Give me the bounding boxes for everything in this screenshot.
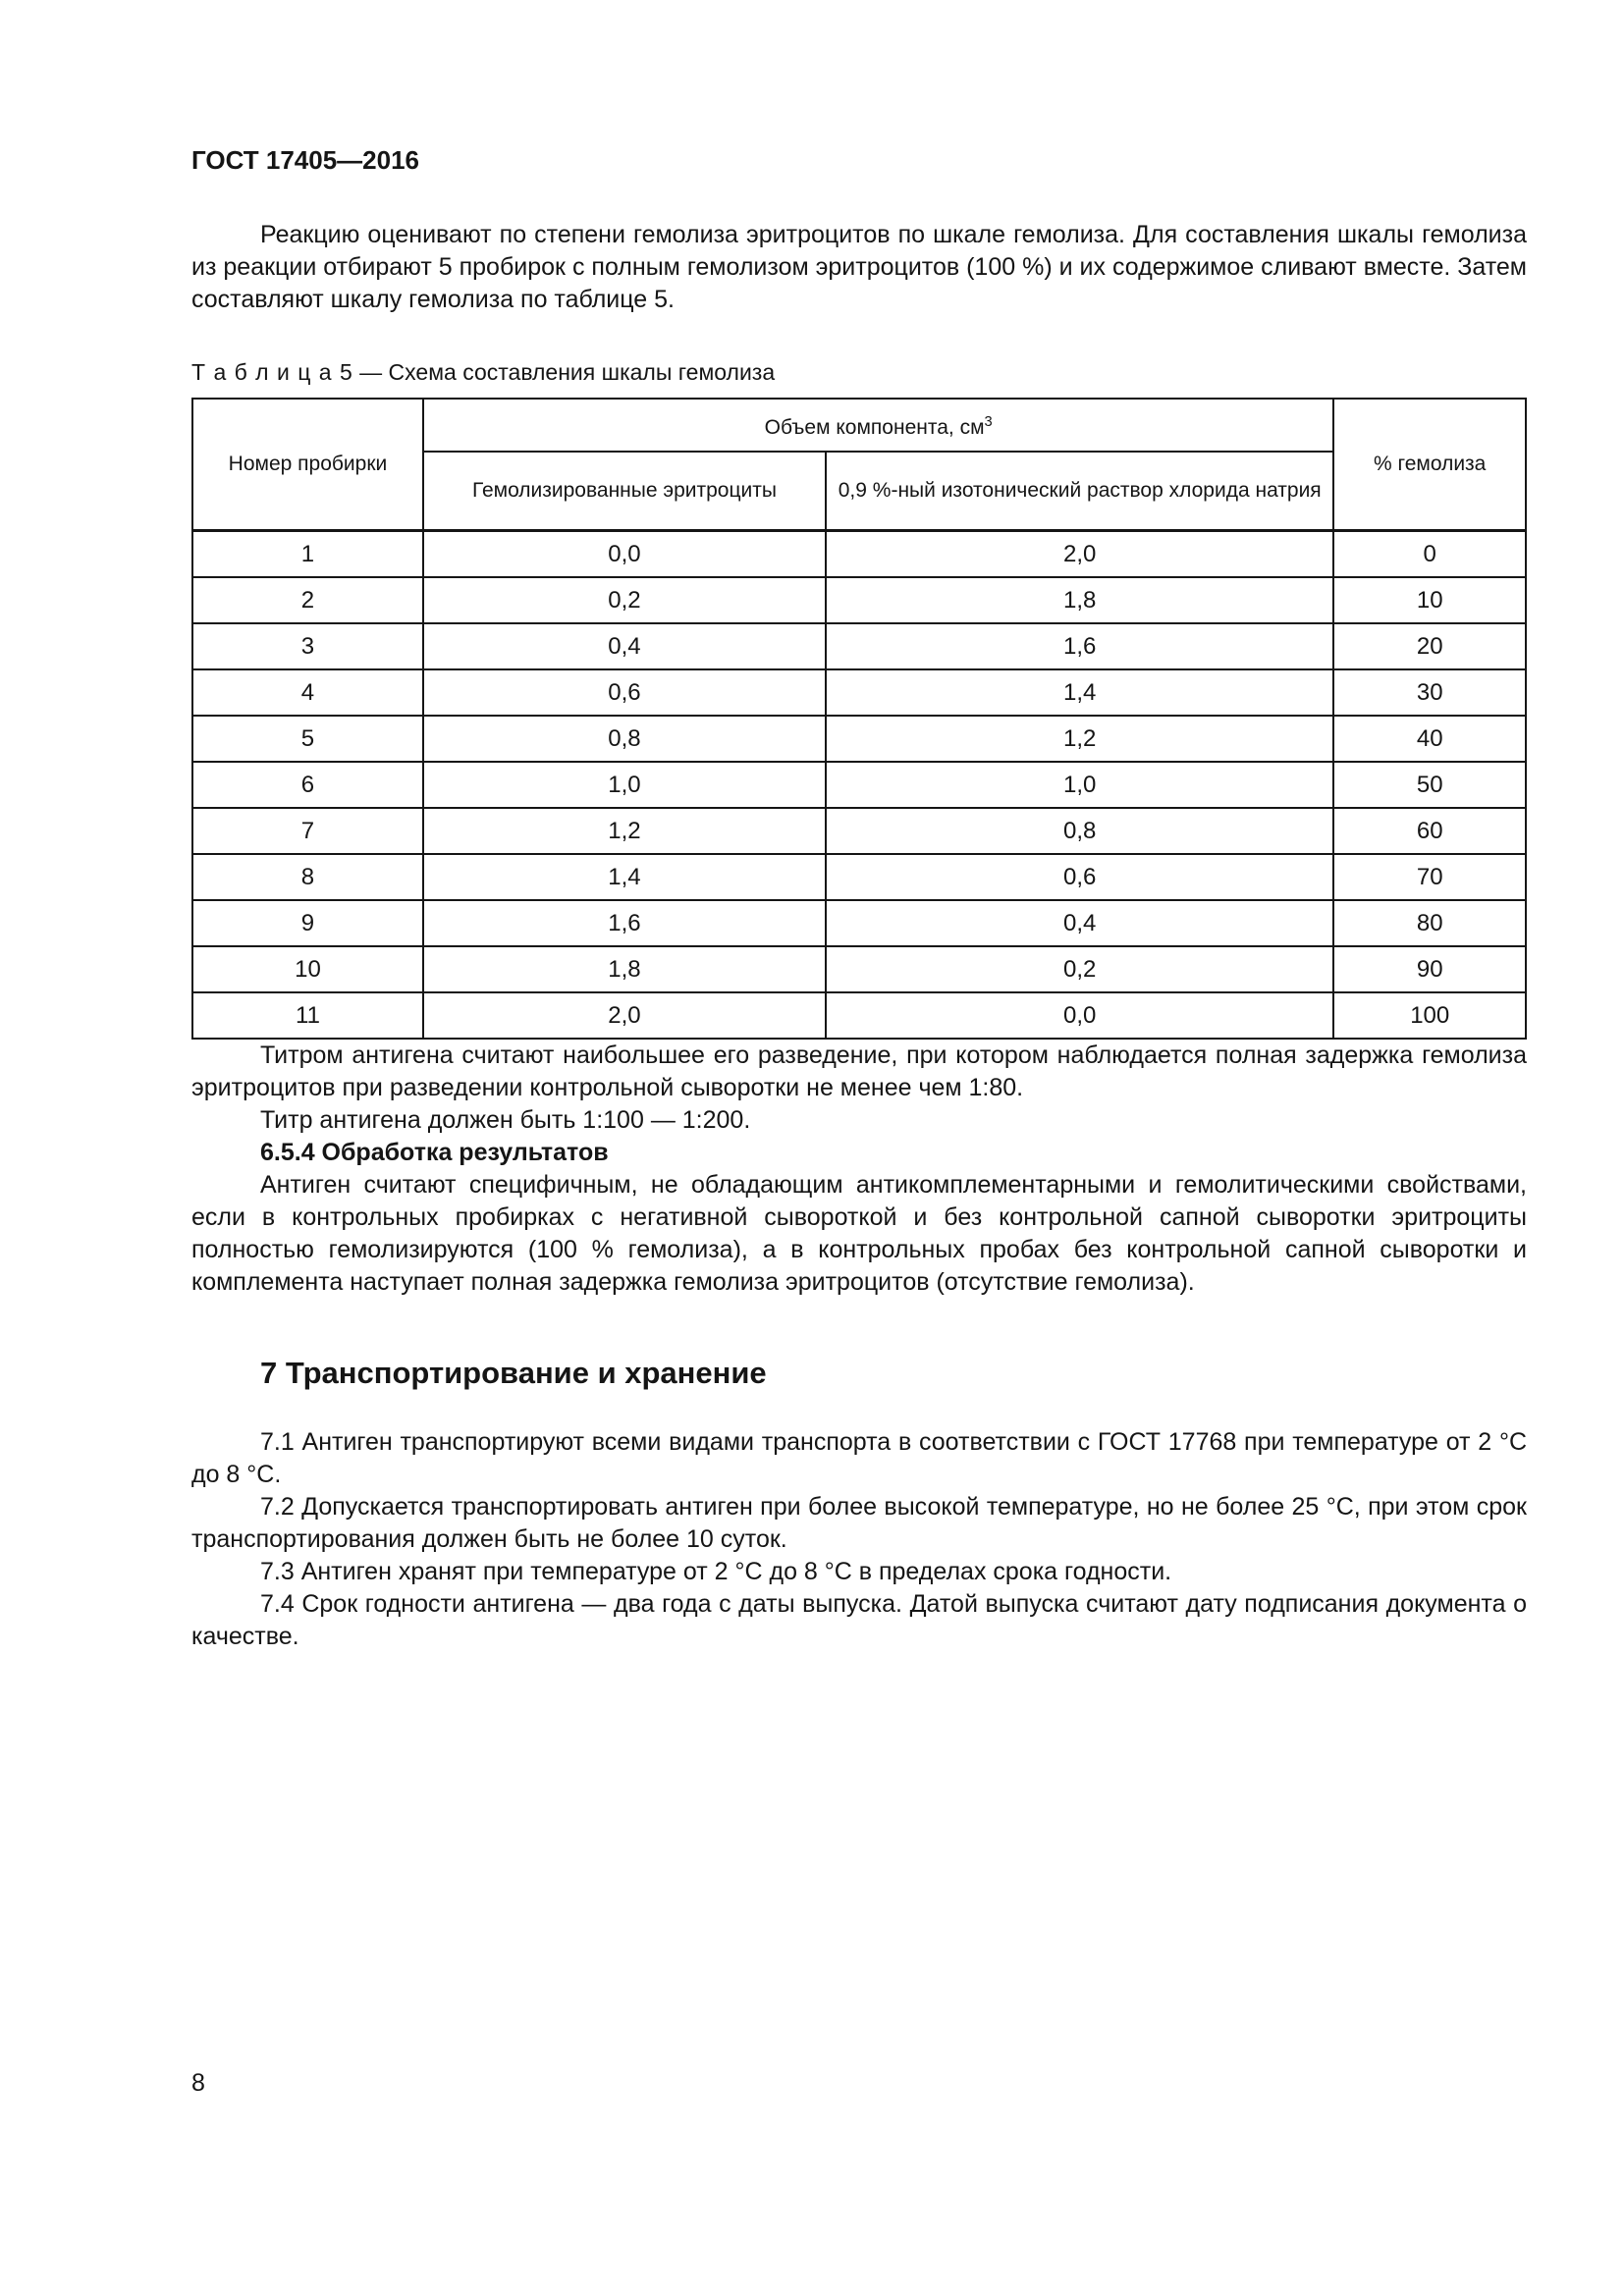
cell-tube-number: 3 xyxy=(192,623,423,669)
paragraph-7-2: 7.2 Допускается транспортировать антиген при более высокой температуре, но не более 25 °С, при этом срок транспортирования должен быть не более 10 суток. xyxy=(191,1493,1527,1553)
table-caption-text: — Схема составления шкалы гемолиза xyxy=(352,359,776,385)
cell-erythrocytes: 1,4 xyxy=(423,854,826,900)
cell-erythrocytes: 1,2 xyxy=(423,808,826,854)
cell-tube-number: 5 xyxy=(192,716,423,762)
paragraph-7-1: 7.1 Антиген транспортируют всеми видами транспорта в соответствии с ГОСТ 17768 при температуре от 2 °С до 8 °С. xyxy=(191,1428,1527,1488)
header-solution: 0,9 %-ный изотонический раствор хлорида натрия xyxy=(826,452,1333,531)
page-content xyxy=(191,145,1527,1653)
paragraph-7-4: 7.4 Срок годности антигена — два года с даты выпуска. Датой выпуска считают дату подписания документа о качестве. xyxy=(191,1590,1527,1650)
cell-hemolysis-pct: 10 xyxy=(1333,577,1526,623)
paragraph-7-3: 7.3 Антиген хранят при температуре от 2 °С до 8 °С в пределах срока годности. xyxy=(260,1558,1172,1585)
cell-hemolysis-pct: 90 xyxy=(1333,946,1526,992)
cell-erythrocytes: 2,0 xyxy=(423,992,826,1039)
cell-hemolysis-pct: 0 xyxy=(1333,531,1526,578)
table-row xyxy=(192,808,1526,854)
cell-solution: 0,8 xyxy=(826,808,1333,854)
table-row xyxy=(192,669,1526,716)
cell-erythrocytes: 0,0 xyxy=(423,531,826,578)
cell-erythrocytes: 1,6 xyxy=(423,900,826,946)
cell-tube-number: 6 xyxy=(192,762,423,808)
cell-hemolysis-pct: 60 xyxy=(1333,808,1526,854)
cell-tube-number: 8 xyxy=(192,854,423,900)
header-hemolysis-pct: % гемолиза xyxy=(1333,399,1526,531)
table-header xyxy=(192,399,1526,531)
header-erythrocytes: Гемолизированные эритроциты xyxy=(423,452,826,531)
cell-solution: 0,0 xyxy=(826,992,1333,1039)
paragraph-654-body: Антиген считают специфичным, не обладающим антикомплементарными и гемолитическими свойствами, если в контрольных пробирках с негативной сывороткой и без контрольной сапной сыворотки эритроциты полностью гемолизируются (100 % гемолиза), а в контрольных пробах без контрольной сапной сыворотки и комплемента наступает полная задержка гемолиза эритроцитов (отсутствие гемолиза). xyxy=(191,1171,1527,1296)
cell-hemolysis-pct: 100 xyxy=(1333,992,1526,1039)
table-row xyxy=(192,716,1526,762)
cell-solution: 1,0 xyxy=(826,762,1333,808)
section-7-heading: 7 Транспортирование и хранение xyxy=(260,1356,767,1390)
hemolysis-scale-table xyxy=(191,398,1527,1040)
cell-erythrocytes: 0,4 xyxy=(423,623,826,669)
cell-solution: 1,6 xyxy=(826,623,1333,669)
cell-hemolysis-pct: 80 xyxy=(1333,900,1526,946)
cell-tube-number: 1 xyxy=(192,531,423,578)
cell-hemolysis-pct: 20 xyxy=(1333,623,1526,669)
standard-code-header: ГОСТ 17405—2016 xyxy=(191,145,419,175)
cell-solution: 0,6 xyxy=(826,854,1333,900)
cell-tube-number: 7 xyxy=(192,808,423,854)
cell-solution: 2,0 xyxy=(826,531,1333,578)
paragraph-titre-definition: Титром антигена считают наибольшее его разведение, при котором наблюдается полная задержка гемолиза эритроцитов при разведении контрольной сыворотки не менее чем 1:80. xyxy=(191,1041,1527,1101)
cell-tube-number: 9 xyxy=(192,900,423,946)
table-row xyxy=(192,531,1526,578)
subsection-654-heading: 6.5.4 Обработка результатов xyxy=(260,1139,609,1166)
cell-erythrocytes: 0,6 xyxy=(423,669,826,716)
cell-erythrocytes: 1,0 xyxy=(423,762,826,808)
header-tube-number: Номер пробирки xyxy=(192,399,423,531)
header-volume-label: Объем компонента, см xyxy=(764,416,985,439)
cell-solution: 0,4 xyxy=(826,900,1333,946)
table-row xyxy=(192,854,1526,900)
table-header-row-group xyxy=(192,399,1526,452)
table-row xyxy=(192,900,1526,946)
cell-tube-number: 11 xyxy=(192,992,423,1039)
cell-solution: 1,8 xyxy=(826,577,1333,623)
cell-solution: 0,2 xyxy=(826,946,1333,992)
table-caption xyxy=(191,359,1527,386)
cell-erythrocytes: 1,8 xyxy=(423,946,826,992)
cell-erythrocytes: 0,8 xyxy=(423,716,826,762)
table-row xyxy=(192,992,1526,1039)
table-row xyxy=(192,577,1526,623)
table-row xyxy=(192,623,1526,669)
cell-tube-number: 4 xyxy=(192,669,423,716)
intro-paragraph: Реакцию оценивают по степени гемолиза эритроцитов по шкале гемолиза. Для составления шкалы гемолиза из реакции отбирают 5 пробирок с полным гемолизом эритроцитов (100 %) и их содержимое сливают вместе. Затем составляют шкалу гемолиза по таблице 5. xyxy=(191,221,1527,313)
table-row xyxy=(192,946,1526,992)
table-body xyxy=(192,531,1526,1040)
cell-solution: 1,4 xyxy=(826,669,1333,716)
header-volume-group xyxy=(423,399,1334,452)
table-row xyxy=(192,762,1526,808)
cell-hemolysis-pct: 50 xyxy=(1333,762,1526,808)
page-number: 8 xyxy=(191,2069,205,2097)
paragraph-titre-range: Титр антигена должен быть 1:100 — 1:200. xyxy=(260,1106,751,1134)
cell-hemolysis-pct: 30 xyxy=(1333,669,1526,716)
cell-hemolysis-pct: 40 xyxy=(1333,716,1526,762)
cell-tube-number: 10 xyxy=(192,946,423,992)
cell-solution: 1,2 xyxy=(826,716,1333,762)
cell-tube-number: 2 xyxy=(192,577,423,623)
cell-hemolysis-pct: 70 xyxy=(1333,854,1526,900)
cell-erythrocytes: 0,2 xyxy=(423,577,826,623)
header-volume-sup: 3 xyxy=(984,414,993,430)
table-caption-label: Т а б л и ц а 5 xyxy=(191,359,353,385)
